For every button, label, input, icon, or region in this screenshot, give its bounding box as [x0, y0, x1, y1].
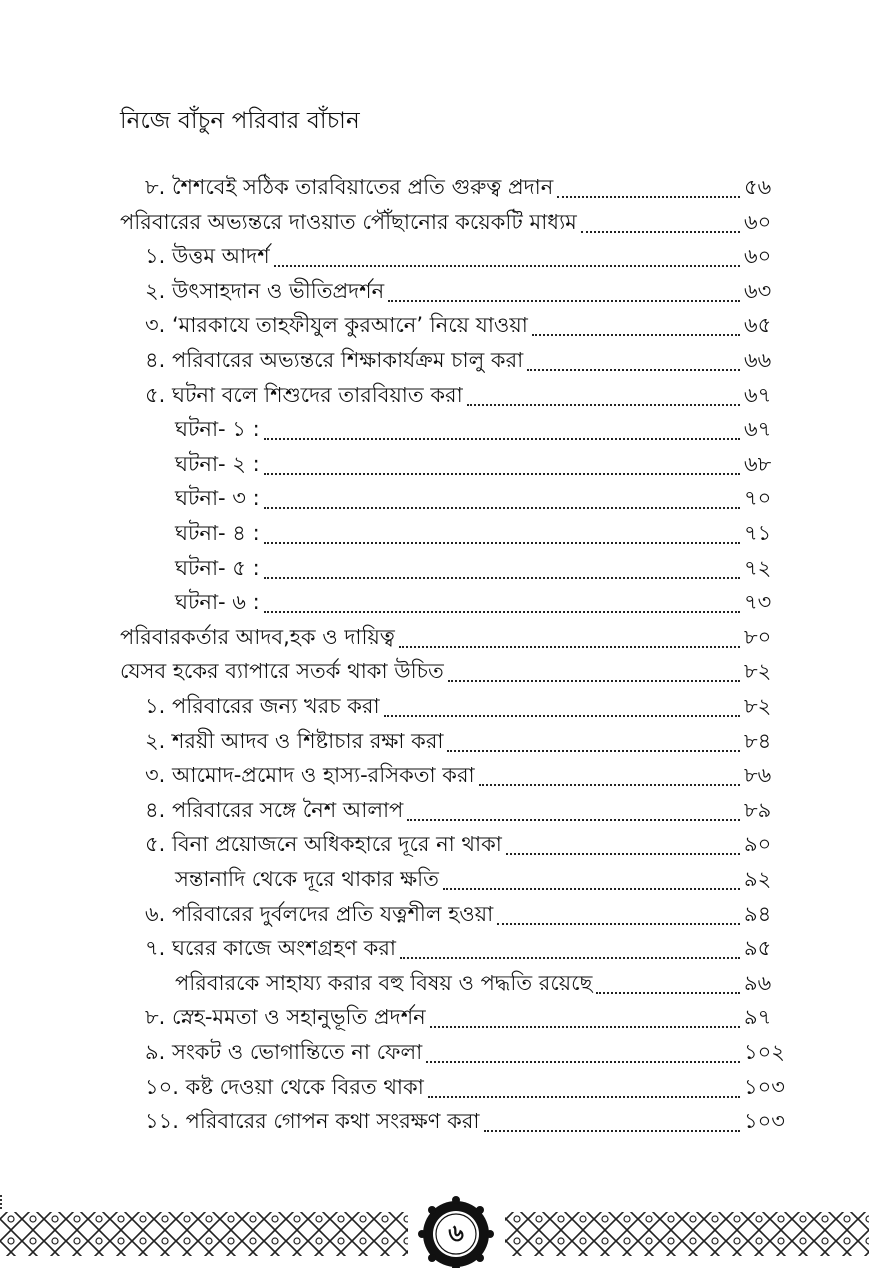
toc-entry-page: ৬৭: [744, 417, 772, 442]
toc-entry-page: ৯৭: [744, 1005, 772, 1030]
toc-entry-page: ৭০: [744, 486, 772, 511]
toc-entry-title: পরিবারকর্তার আদব,হক ও দায়িত্ব: [120, 624, 395, 649]
toc-entry-title: ঘটনা- ১ :: [175, 417, 260, 442]
toc-entry: [145, 343, 794, 377]
toc-entry-page: ১০৩: [744, 1074, 785, 1099]
toc-entry: [145, 1104, 794, 1138]
toc-entry: [145, 1070, 794, 1104]
toc-entry: [175, 585, 794, 619]
toc-entry: [145, 827, 794, 861]
dot-leader: [497, 923, 740, 925]
toc-entry-title: ১০. কষ্ট দেওয়া থেকে বিরত থাকা: [145, 1074, 424, 1099]
toc-entry-title: ৮. শৈশবেই সঠিক তারবিয়াতের প্রতি গুরুত্ব প্রদান: [145, 175, 554, 199]
toc-entry-title: ২. উৎসাহদান ও ভীতিপ্রদর্শন: [145, 278, 385, 303]
toc-entry-title: ১. উত্তম আদর্শ: [145, 244, 270, 269]
toc-entry-page: ৯৪: [744, 901, 772, 926]
toc-entry: [175, 516, 794, 550]
running-title: নিজে বাঁচুন পরিবার বাঁচান: [120, 108, 360, 134]
dot-leader: [596, 992, 740, 994]
toc-entry-page: ৮২: [744, 694, 772, 718]
toc-entry-title: যেসব হকের ব্যাপারে সতর্ক থাকা উচিত: [120, 659, 444, 684]
toc-entry-page: ৭২: [744, 555, 772, 580]
toc-entry-title: ১. পরিবারের জন্য খরচ করা: [145, 694, 380, 718]
dot-leader: [506, 853, 740, 855]
toc-entry-title: ৩. আমোদ-প্রমোদ ও হাস্য-রসিকতা করা: [145, 763, 475, 788]
toc-entry-page: ৬০: [744, 209, 772, 234]
toc-entry-page: ৬৭: [744, 382, 772, 407]
dot-leader: [447, 750, 740, 752]
toc-entry: [145, 724, 794, 758]
toc-entry-title: ৪. পরিবারের সঙ্গে নৈশ আলাপ: [145, 797, 404, 822]
toc-entry: [145, 308, 794, 342]
toc-entry-page: ৯২: [744, 867, 772, 891]
toc-entry-title: ৫. বিনা প্রয়োজনে অধিকহারে দূরে না থাকা: [145, 832, 502, 857]
toc-entry-title: ৯. সংকট ও ভোগান্তিতে না ফেলা: [145, 1040, 423, 1064]
toc-entry: [175, 862, 794, 896]
toc-entry-title: ৪. পরিবারের অভ্যন্তরে শিক্ষাকার্যক্রম চালু করা: [145, 348, 524, 372]
dot-leader: [384, 715, 740, 717]
dot-leader: [264, 507, 740, 509]
dot-leader: [264, 473, 740, 475]
toc-entry-page: ৬৫: [744, 313, 772, 338]
toc-entry: [145, 931, 794, 965]
toc-entry: [145, 378, 794, 412]
dot-leader: [467, 404, 740, 406]
dot-leader: [527, 369, 740, 371]
toc-entry-title: পরিবারকে সাহায্য করার বহু বিষয় ও পদ্ধতি রয়েছে: [175, 970, 593, 995]
toc-entry-title: ৫. ঘটনা বলে শিশুদের তারবিয়াত করা: [145, 382, 463, 407]
toc-entry: [175, 966, 794, 1000]
toc-entry: [145, 689, 794, 723]
toc-entry: [145, 758, 794, 792]
dot-leader: [274, 265, 740, 267]
toc-entry-title: ঘটনা- ৩ :: [175, 486, 260, 511]
toc-entry-title: ৮. স্নেহ-মমতা ও সহানুভূতি প্রদর্শন: [145, 1005, 426, 1030]
toc-entry: [175, 481, 794, 515]
toc-entry-page: ৭১: [744, 521, 772, 545]
dot-leader: [479, 784, 740, 786]
toc-entry-title: ৭. ঘরের কাজে অংশগ্রহণ করা: [145, 936, 396, 961]
toc-entry-page: ১০২: [744, 1040, 785, 1064]
toc-entry-page: ৮০: [744, 624, 772, 649]
dot-leader: [581, 231, 740, 233]
toc-entry: [145, 1035, 794, 1069]
toc-entry: [145, 239, 794, 273]
toc-entry: [145, 1000, 794, 1034]
toc-entry: [175, 412, 794, 446]
dot-leader: [484, 1130, 741, 1132]
toc-entry: [145, 170, 794, 204]
toc-entry-page: ৮২: [744, 659, 772, 684]
dot-leader: [400, 957, 740, 959]
dot-leader: [443, 888, 740, 890]
toc-entry: [145, 897, 794, 931]
toc-entry-page: ৬৬: [744, 348, 772, 372]
toc-entry: [145, 793, 794, 827]
toc-entry-title: পরিবারের অভ্যন্তরে দাওয়াত পৌঁছানোর কয়েকটি মাধ্যম: [120, 209, 577, 234]
toc-entry-page: ৯৬: [744, 970, 772, 995]
toc-entry: [120, 620, 794, 654]
toc-entry-page: ১০৩: [744, 1109, 785, 1134]
toc-entry: [145, 274, 794, 308]
toc-entry-page: ৫৬: [744, 175, 772, 199]
toc-entry: [120, 654, 794, 688]
toc-entry: [175, 551, 794, 585]
toc-entry-title: ৩. ‘মারকাযে তাহফীযুল কুরআনে’ নিয়ে যাওয়া: [145, 313, 528, 338]
dot-leader: [428, 1096, 740, 1098]
dot-leader: [264, 611, 740, 613]
toc-entry-title: ঘটনা- ৬ :: [175, 590, 260, 615]
toc-entry-page: ৬৩: [744, 278, 772, 303]
dot-leader: [399, 646, 740, 648]
toc-entry: [120, 205, 794, 239]
toc-entry-page: ৯৫: [744, 936, 772, 961]
toc-entry-title: সন্তানাদি থেকে দূরে থাকার ক্ষতি: [175, 867, 439, 891]
toc-entry-page: ৯০: [744, 832, 772, 857]
toc-entry-page: ৮৯: [744, 797, 772, 822]
dot-leader: [430, 1026, 740, 1028]
dot-leader: [557, 196, 740, 198]
toc-entry-title: ঘটনা- ২ :: [175, 451, 260, 476]
toc-entry-page: ৭৩: [744, 590, 772, 615]
dot-leader: [532, 334, 740, 336]
page-number: ৬: [448, 1219, 464, 1247]
dot-leader: [388, 300, 740, 302]
dot-leader: [264, 542, 740, 544]
toc-entry: [175, 447, 794, 481]
toc-entry-title: ঘটনা- ৪ :: [175, 521, 260, 545]
toc-entry-title: ঘটনা- ৫ :: [175, 555, 260, 580]
dot-leader: [426, 1061, 740, 1063]
dot-leader: [407, 819, 740, 821]
corner-mark: [0, 1195, 8, 1209]
dot-leader: [264, 438, 740, 440]
toc-entry-page: ৬৮: [744, 451, 772, 476]
dot-leader: [448, 680, 740, 682]
dot-leader: [264, 577, 740, 579]
toc-entry-page: ৮৬: [744, 763, 772, 788]
toc-entry-page: ৬০: [744, 244, 772, 269]
toc-entry-title: ১১. পরিবারের গোপন কথা সংরক্ষণ করা: [145, 1109, 480, 1134]
toc-entry-title: ২. শরয়ী আদব ও শিষ্টাচার রক্ষা করা: [145, 728, 444, 753]
toc-entry-title: ৬. পরিবারের দুর্বলদের প্রতি যত্নশীল হওয়া: [145, 901, 494, 926]
toc-entry-page: ৮৪: [744, 728, 772, 753]
